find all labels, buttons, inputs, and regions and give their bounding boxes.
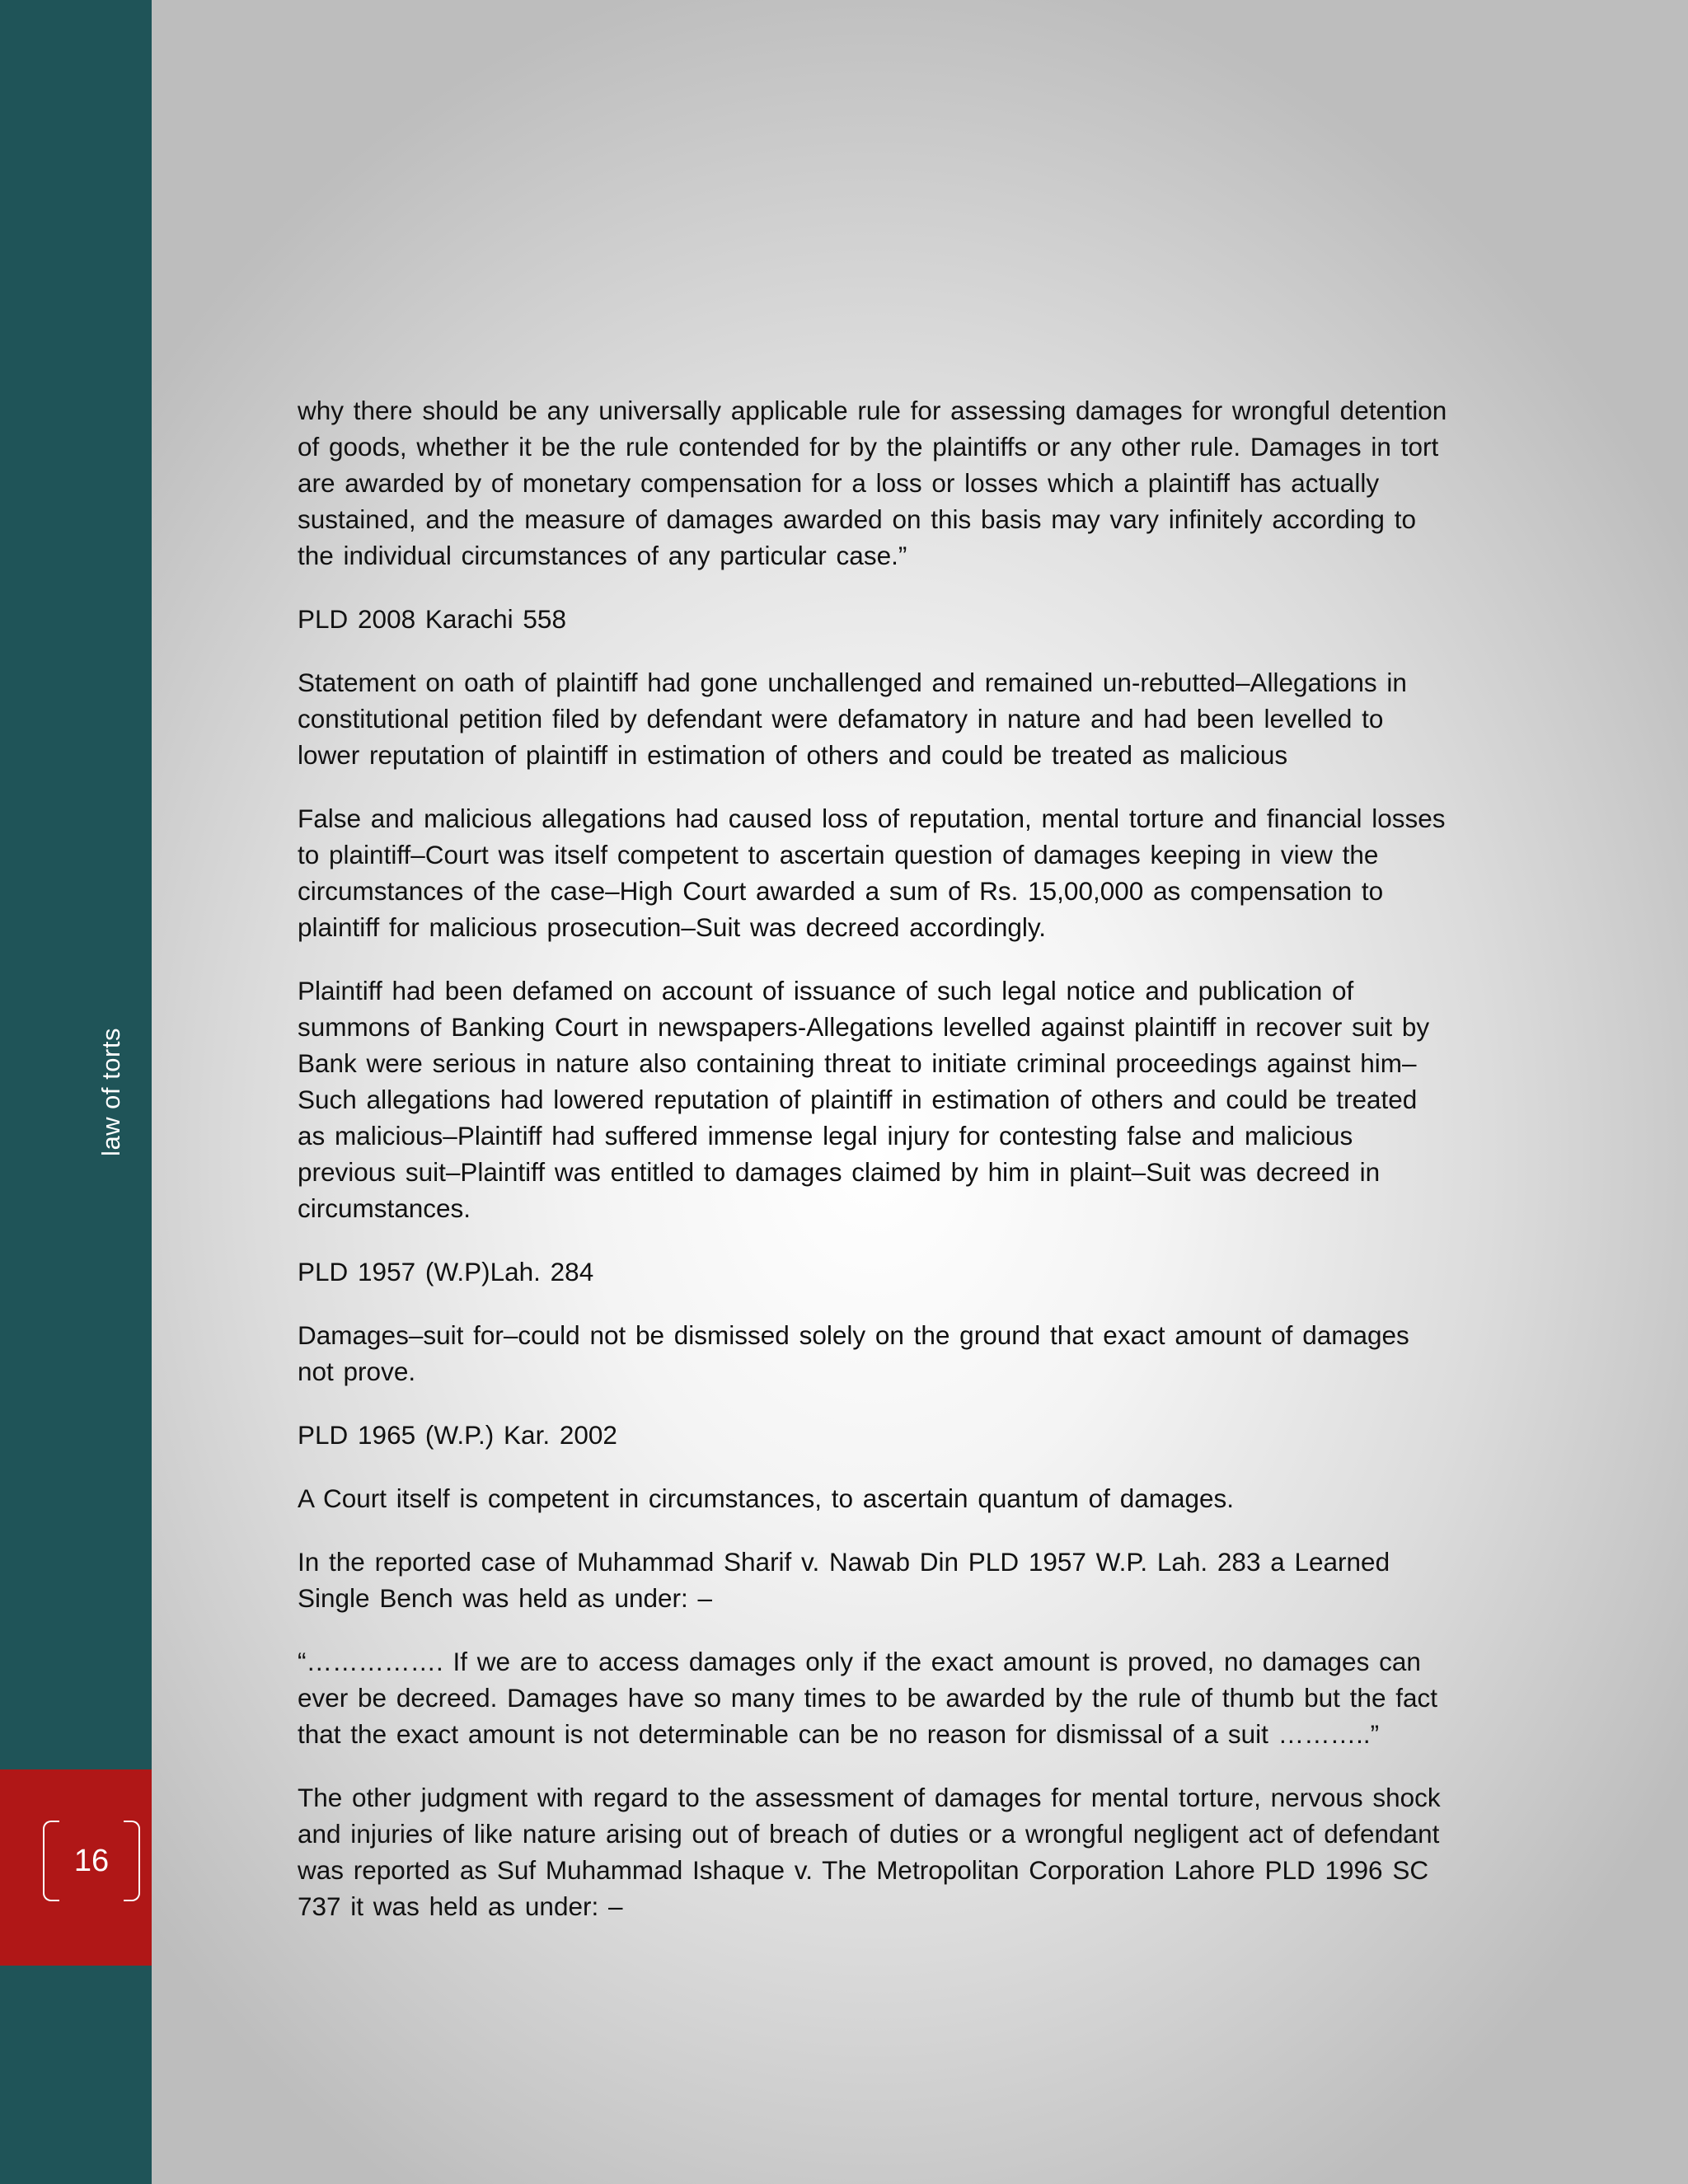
- quoted-paragraph: “……………. If we are to access damages only if the exact amount is proved, no damages can ever be decreed. Damages have so many times to be awarded by the rule of thumb but the fact that the exact amount is not determinable can be no reason for dismissal of a suit ………..”: [298, 1647, 1437, 1749]
- body-paragraph: In the reported case of Muhammad Sharif v. Nawab Din PLD 1957 W.P. Lah. 283 a Learned Single Bench was held as under: –: [298, 1547, 1390, 1613]
- page-number: 16: [73, 1844, 110, 1878]
- body-paragraph: Statement on oath of plaintiff had gone unchallenged and remained un-rebutted–Allegations in constitutional petition filed by defendant were defamatory in nature and had been levelled to lower reputation of plaintiff in estimation of others and could be treated as malicious: [298, 668, 1407, 770]
- bracket-frame-icon: [43, 1821, 140, 1901]
- case-citation: PLD 1957 (W.P)Lah. 284: [298, 1257, 594, 1286]
- quote-continuation-paragraph: why there should be any universally applicable rule for assessing damages for wrongful detention of goods, whether it be the rule contended for by the plaintiffs or any other rule. Damages in tort are awarded by of monetary compensation for a loss or losses which a plaintiff has actually sustained, and the measure of damages awarded on this basis may vary infinitely according to the individual circumstances of any particular case.”: [298, 396, 1447, 570]
- body-paragraph: Damages–suit for–could not be dismissed solely on the ground that exact amount of damages not prove.: [298, 1320, 1409, 1386]
- case-citation: PLD 1965 (W.P.) Kar. 2002: [298, 1420, 617, 1450]
- page-number-badge: [0, 1769, 152, 1966]
- body-paragraph: Plaintiff had been defamed on account of issuance of such legal notice and publication of summons of Banking Court in newspapers-Allegations levelled against plaintiff in recover suit by Bank were serious in nature also containing threat to initiate criminal proceedings against him–Such allegations had lowered reputation of plaintiff in estimation of others and could be treated as malicious–Plaintiff had suffered immense legal injury for contesting false and malicious previous suit–Plaintiff was entitled to damages claimed by him in plaint–Suit was decreed in circumstances.: [298, 976, 1430, 1223]
- body-paragraph: The other judgment with regard to the assessment of damages for mental torture, nervous shock and injuries of like nature arising out of breach of duties or a wrongful negligent act of defendant was reported as Suf Muhammad Ishaque v. The Metropolitan Corporation Lahore PLD 1996 SC 737 it was held as under: –: [298, 1783, 1441, 1921]
- case-citation: PLD 2008 Karachi 558: [298, 604, 566, 634]
- body-paragraph: A Court itself is competent in circumstances, to ascertain quantum of damages.: [298, 1483, 1235, 1513]
- running-header: law of torts: [96, 1028, 125, 1156]
- page-body: [298, 392, 1451, 1952]
- sidebar: [0, 0, 152, 2184]
- body-paragraph: False and malicious allegations had caused loss of reputation, mental torture and financial losses to plaintiff–Court was itself competent to ascertain question of damages keeping in view the circumstances of the case–High Court awarded a sum of Rs. 15,00,000 as compensation to plaintiff for malicious prosecution–Suit was decreed accordingly.: [298, 804, 1446, 942]
